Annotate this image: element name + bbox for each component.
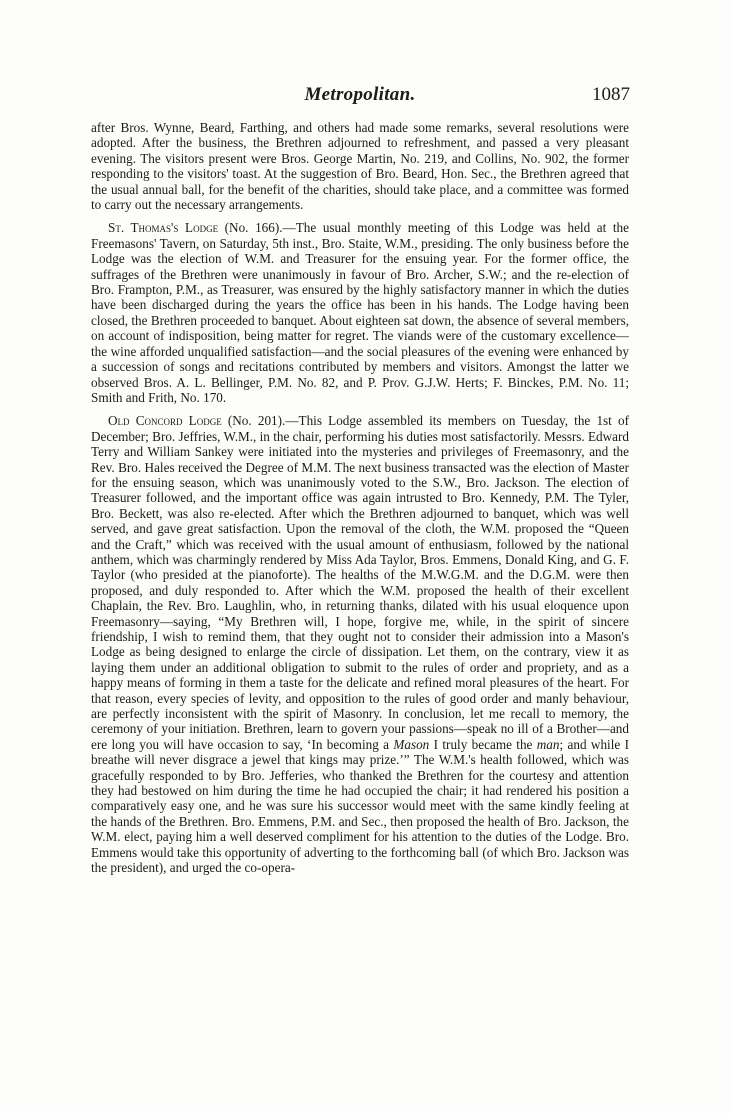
paragraph-text: I truly became the [429, 736, 537, 752]
running-header [90, 84, 630, 112]
page-number: 1087 [592, 84, 630, 105]
article-body [91, 120, 629, 876]
italic-word: Mason [393, 736, 430, 752]
lodge-name: Old Concord Lodge [108, 413, 222, 429]
italic-word: man [536, 736, 560, 752]
running-title: Metropolitan. [304, 84, 416, 105]
paragraph-st-thomas-lodge [91, 220, 629, 405]
paragraph-text: after Bros. Wynne, Beard, Farthing, and others had made some remarks, several resolutions were adopted. After the business, the Brethren adjourned to refreshment, and passed a very pleasant evening. The visitors present were Bros. George Martin, No. 219, and Collins, No. 902, the former responding to the visitors' toast. At the suggestion of Bro. Beard, Hon. Sec., the Brethren agreed that the usual annual ball, for the benefit of the charities, should take place, and a committee was formed to carry out the necessary arrangements. [91, 120, 629, 213]
paragraph-old-concord-lodge [91, 413, 629, 875]
lodge-name: St. Thomas's Lodge [108, 220, 219, 236]
paragraph-text: (No. 201).—This Lodge assembled its members on Tuesday, the 1st of December; Bro. Jeffries, W.M., in the chair, performing his duties most satisfactorily. Messrs. Edward Terry and William Sankey were initiated into the mysteries and privileges of Freemasonry, and the Rev. Bro. Hales received the Degree of M.M. The next business transacted was the election of Master for the ensuing season, which was unanimously voted to the S.W., Bro. Jackson. The election of Treasurer followed, and the important office was again intrusted to Bro. Kennedy, P.M. The Tyler, Bro. Beckett, was also re-elected. After which the Brethren adjourned to banquet, which was well served, and gave great satisfaction. Upon the removal of the cloth, the W.M. proposed the “Queen and the Craft,” which was received with the usual amount of enthusiasm, followed by the national anthem, which was charmingly rendered by Miss Ada Taylor, Bros. Emmens, Donald King, and G. F. Taylor (who presided at the pianoforte). The healths of the M.W.G.M. and the D.G.M. were then proposed, and duly responded to. After which the W.M. proposed the health of their excellent Chaplain, the Rev. Bro. Laughlin, who, in returning thanks, dilated with his usual eloquence upon Freemasonry—saying, “My Brethren will, I hope, forgive me, while, in the spirit of sincere friendship, I wish to remind them, that they ought not to consider their admission into a Mason's Lodge as being designed to enlarge the circle of dissipation. Let them, on the contrary, view it as laying them under an additional obligation to submit to the rules of order and propriety, and as a happy means of forming in them a taste for the delicate and refined moral pleasures of the heart. For that reason, every species of levity, and opposition to the rules of good order and manly behaviour, are perfectly inconsistent with the spirit of Masonry. In conclusion, let me recall to memory, the ceremony of your initiation. Brethren, learn to govern your passions—speak no ill of a Brother—and ere long you will have occasion to say, ‘In becoming a [91, 413, 629, 752]
paragraph-continuation [91, 120, 629, 212]
paragraph-text: ; and while I breathe will never disgrace a jewel that kings may prize.’” The W.M.'s health followed, which was gracefully responded to by Bro. Jefferies, who thanked the Brethren for the courtesy and attention they had bestowed on him during the time he had occupied the chair; it had rendered his position a comparatively easy one, and he was sure his successor would meet with the same kindly feeling at the hands of the Brethren. Bro. Emmens, P.M. and Sec., then proposed the health of Bro. Jackson, the W.M. elect, paying him a well deserved compliment for his attention to the duties of the Lodge. Bro. Emmens would take this opportunity of adverting to the forthcoming ball (of which Bro. Jackson was the president), and urged the co-opera- [91, 736, 629, 876]
paragraph-text: (No. 166).—The usual monthly meeting of this Lodge was held at the Freemasons' Tavern, on Saturday, 5th inst., Bro. Staite, W.M., presiding. The only business before the Lodge was the election of W.M. and Treasurer for the ensuing year. For the former office, the suffrages of the Brethren were unanimously in favour of Bro. Archer, S.W.; and the re-election of Bro. Frampton, P.M., as Treasurer, was ensured by the highly satisfactory manner in which the duties have been discharged during the years the office has been in his hands. The Lodge having been closed, the Brethren proceeded to banquet. About eighteen sat down, the absence of several members, on account of indisposition, being matter for regret. The viands were of the customary excellence—the wine afforded unqualified satisfaction—and the social pleasures of the evening were enhanced by a succession of songs and recitations contributed by members and visitors. Amongst the latter we observed Bros. A. L. Bellinger, P.M. No. 82, and P. Prov. G.J.W. Herts; F. Binckes, P.M. No. 11; Smith and Frith, No. 170. [91, 220, 630, 405]
